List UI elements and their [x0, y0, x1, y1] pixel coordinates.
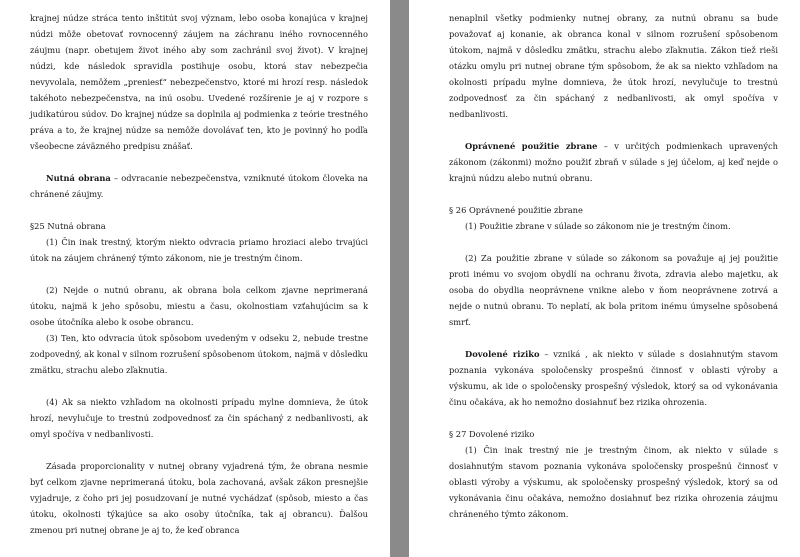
definition-opravnene-pouzitie-zbrane: – v určitých podmienkach upravených zákonom (zákonmi) možno použiť zbraň v súlade s jej účelom, aj keď nejde o krajnú núdzu alebo nutnú obranu.: [449, 141, 779, 183]
section-27-para-1: (1) Čin inak trestný nie je trestným činom, ak niekto v súlade s dosiahnutým stavom poznania vykonáva spoločensky prospešnú činnosť v oblasti výroby a výskumu, ak spoločensky prospešný výsledok, ktorý sa od vykonávania činu očakáva, nemožno dosiahnuť bez rizika ohrozenia záujmu chráneného týmto zákonom.: [449, 445, 778, 519]
definition-nutna-obrana: – odvracanie nebezpečenstva, vzniknuté útokom človeka na chránené záujmy.: [30, 173, 368, 199]
section-25-para-3: (3) Ten, kto odvracia útok spôsobom uvedeným v odseku 2, nebude trestne zodpovedný, ak konal v silnom rozrušení spôsobenom útokom, najmä v dôsledku zmätku, strachu alebo zľaknutia.: [30, 333, 368, 375]
paragraph-proporcionalita: Zásada proporcionality v nutnej obrany vyjadrená tým, že obrana nesmie byť celkom zjavne neprimeraná útoku, bola zachovaná, avšak zákon presnejšie vyjadruje, z čoho pri jej posudzovaní je nutné vychádzať (spôsob, miesto a čas útoku, okolnosti týkajúce sa ako osoby útočníka, tak aj obrancu). Ďalšou zmenou pri nutnej obrane je aj to, že keď obranca: [30, 461, 368, 535]
section-26-para-1: (1) Použitie zbrane v súlade so zákonom nie je trestným činom.: [465, 221, 731, 231]
term-opravnene-pouzitie-zbrane: Oprávnené použitie zbrane: [465, 141, 598, 151]
paragraph-nutna-obrana-definition: [30, 170, 368, 202]
term-nutna-obrana: Nutná obrana: [46, 173, 111, 183]
section-25-para-2: (2) Nejde o nutnú obranu, ak obrana bola celkom zjavne neprimeraná útoku, najmä k jeho spôsobu, miestu a času, okolnostiam vzťahujúcim sa k osobe útočníka alebo k osobe obrancu.: [30, 285, 368, 327]
section-27-title: § 27 Dovolené riziko: [449, 429, 535, 439]
paragraph-krajna-nudza: krajnej núdze stráca tento inštitút svoj význam, lebo osoba konajúca v krajnej núdzi môže obetovať rovnocenný záujem na záchranu iného rovnocenného záujmu (napr. obetujem život iného aby som zachránil svoj život). V krajnej núdzi, kde následok spravidla postihuje osobu, ktorá stav nebezpečia nevyvolala, nemôžem „preniesť“ nebezpečenstvo, ktoré mi hrozí resp. následok takéhoto nebezpečenstva, na inú osobu. Uvedené rozšírenie je aj v rozpore s judikatúrou súdov. Do krajnej núdze sa doplnila aj podmienka z teórie trestného práva a to, že krajnej núdze sa nemôže dovolávať ten, kto je povinný ho podľa všeobecne záväzného predpisu znášať.: [30, 13, 368, 151]
paragraph-dovolene-riziko: [449, 346, 778, 410]
term-dovolene-riziko: Dovolené riziko: [465, 349, 540, 359]
section-25-title: §25 Nutná obrana: [30, 221, 106, 231]
paragraph-opravnene-pouzitie-zbrane: [449, 138, 778, 186]
section-25-para-1: (1) Čin inak trestný, ktorým niekto odvracia priamo hroziaci alebo trvajúci útok na záujem chránený týmto zákonom, nie je trestným činom.: [30, 237, 368, 263]
right-page: [409, 0, 800, 557]
paragraph-nutna-obrana-continued: nenaplnil všetky podmienky nutnej obrany, za nutnú obranu sa bude považovať aj konanie, ak obranca konal v silnom rozrušení spôsobenom útokom, najmä v dôsledku zmätku, strachu alebo zľaknutia. Zákon tiež rieši otázku omylu pri nutnej obrane tým spôsobom, že ak sa niekto vzhľadom na okolnosti prípadu mylne domnieva, že útok hrozí, nevylučuje to trestnú zodpovednosť za čin spáchaný z nedbanlivosti, ak omyl spočíva v nedbanlivosti.: [449, 13, 778, 119]
section-26-para-2: (2) Za použitie zbrane v súlade so zákonom sa považuje aj jej použitie proti inému vo svojom obydlí na ochranu života, zdravia alebo majetku, ak osoba do obydlia neoprávnene vnikne alebo v ňom neoprávnene zotrvá a nejde o nutnú obranu. To neplatí, ak bola pritom inému úmyselne spôsobená smrť.: [449, 253, 778, 327]
section-26-title: § 26 Oprávnené použitie zbrane: [449, 205, 583, 215]
definition-dovolene-riziko: – vzniká , ak niekto v súlade s dosiahnutým stavom poznania vykonáva spoločensky prospešnú činnosť v oblasti výroby a výskumu, ak ide o spoločensky prospešný výsledok, ktorý sa od vykonávania činu očakáva, ak ho nemožno dosiahnuť bez rizika ohrozenia.: [449, 349, 779, 407]
left-page: [0, 0, 390, 557]
section-25-para-4: (4) Ak sa niekto vzhľadom na okolnosti prípadu mylne domnieva, že útok hrozí, nevylučuje to trestnú zodpovednosť za čin spáchaný z nedbanlivosti, ak omyl spočíva v nedbanlivosti.: [30, 397, 368, 439]
